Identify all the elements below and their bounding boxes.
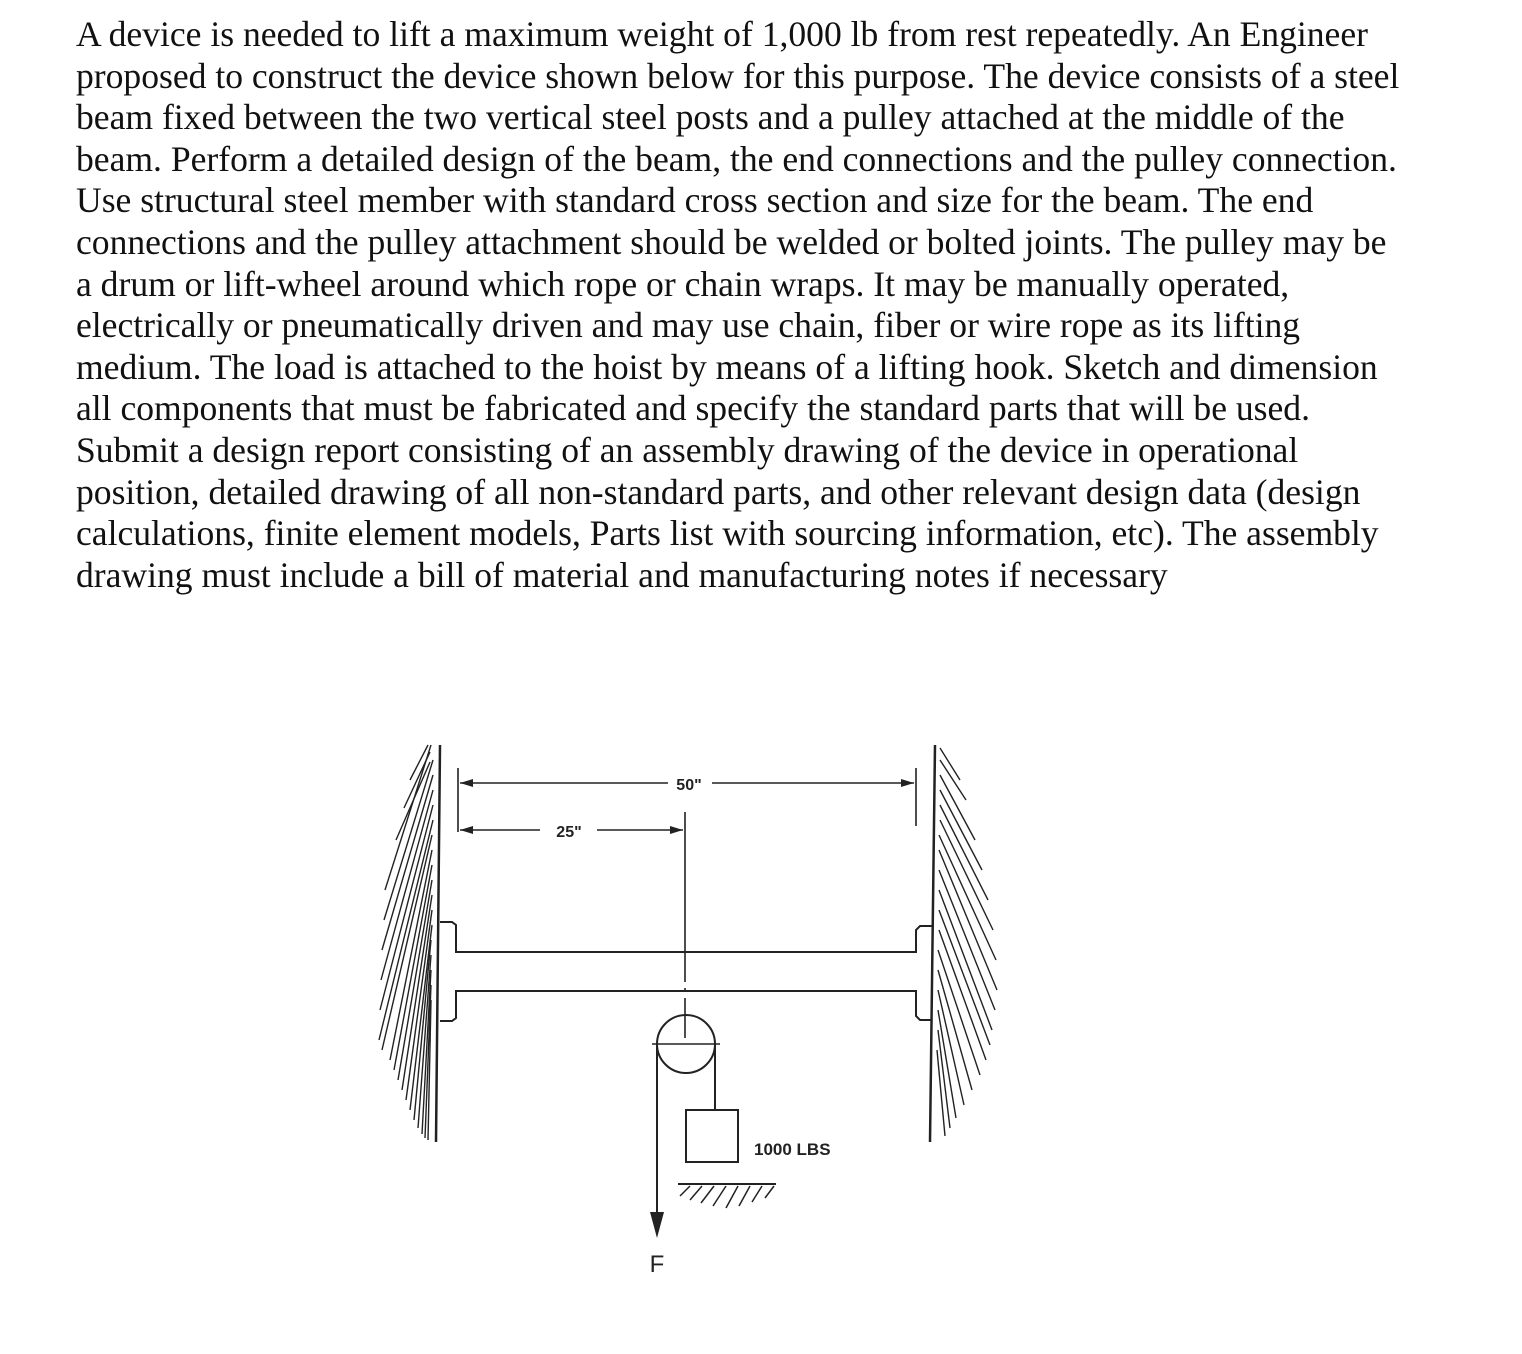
- problem-line: A device is needed to lift a maximum weight of 1,000 lb from rest repeatedly. An Engineer: [76, 14, 1368, 54]
- problem-line: position, detailed drawing of all non-standard parts, and other relevant design data (design: [76, 471, 1361, 512]
- i-beam: [440, 922, 933, 1021]
- left-post-hatching: [379, 745, 433, 1140]
- problem-line: Submit a design report consisting of an assembly drawing of the device in operational: [76, 429, 1299, 470]
- problem-line: beam fixed between the two vertical steel posts and a pulley attached at the middle of the: [76, 97, 1345, 138]
- problem-line: proposed to construct the device shown below for this purpose. The device consists of a steel: [76, 55, 1400, 96]
- problem-line: all components that must be fabricated and specify the standard parts that will be used.: [76, 388, 1310, 429]
- problem-line: electrically or pneumatically driven and may use chain, fiber or wire rope as its lifting: [76, 305, 1301, 346]
- right-post-hatching: [937, 748, 997, 1136]
- pulley: [652, 1015, 720, 1073]
- problem-line: drawing must include a bill of material and manufacturing notes if necessary: [76, 554, 1168, 595]
- right-post: [930, 745, 997, 1142]
- load-label: 1000 LBS: [754, 1140, 831, 1159]
- problem-line: a drum or lift-wheel around which rope or chain wraps. It may be manually operated,: [76, 263, 1290, 304]
- problem-line: medium. The load is attached to the hoist by means of a lifting hook. Sketch and dimension: [76, 346, 1378, 387]
- span-label: 50": [676, 777, 702, 794]
- force-arrow: [650, 1212, 664, 1238]
- problem-line: calculations, finite element models, Parts list with sourcing information, etc). The assembly: [76, 513, 1379, 554]
- force-label: F: [649, 1251, 665, 1278]
- load-block: [686, 1110, 738, 1162]
- problem-line: connections and the pulley attachment should be welded or bolted joints. The pulley may be: [76, 221, 1387, 262]
- problem-line: Use structural steel member with standard cross section and size for the beam. The end: [76, 180, 1314, 221]
- problem-line: beam. Perform a detailed design of the beam, the end connections and the pulley connection.: [76, 138, 1397, 179]
- ground: [678, 1184, 776, 1208]
- left-post: [379, 745, 440, 1142]
- half-span-label: 25": [556, 824, 582, 841]
